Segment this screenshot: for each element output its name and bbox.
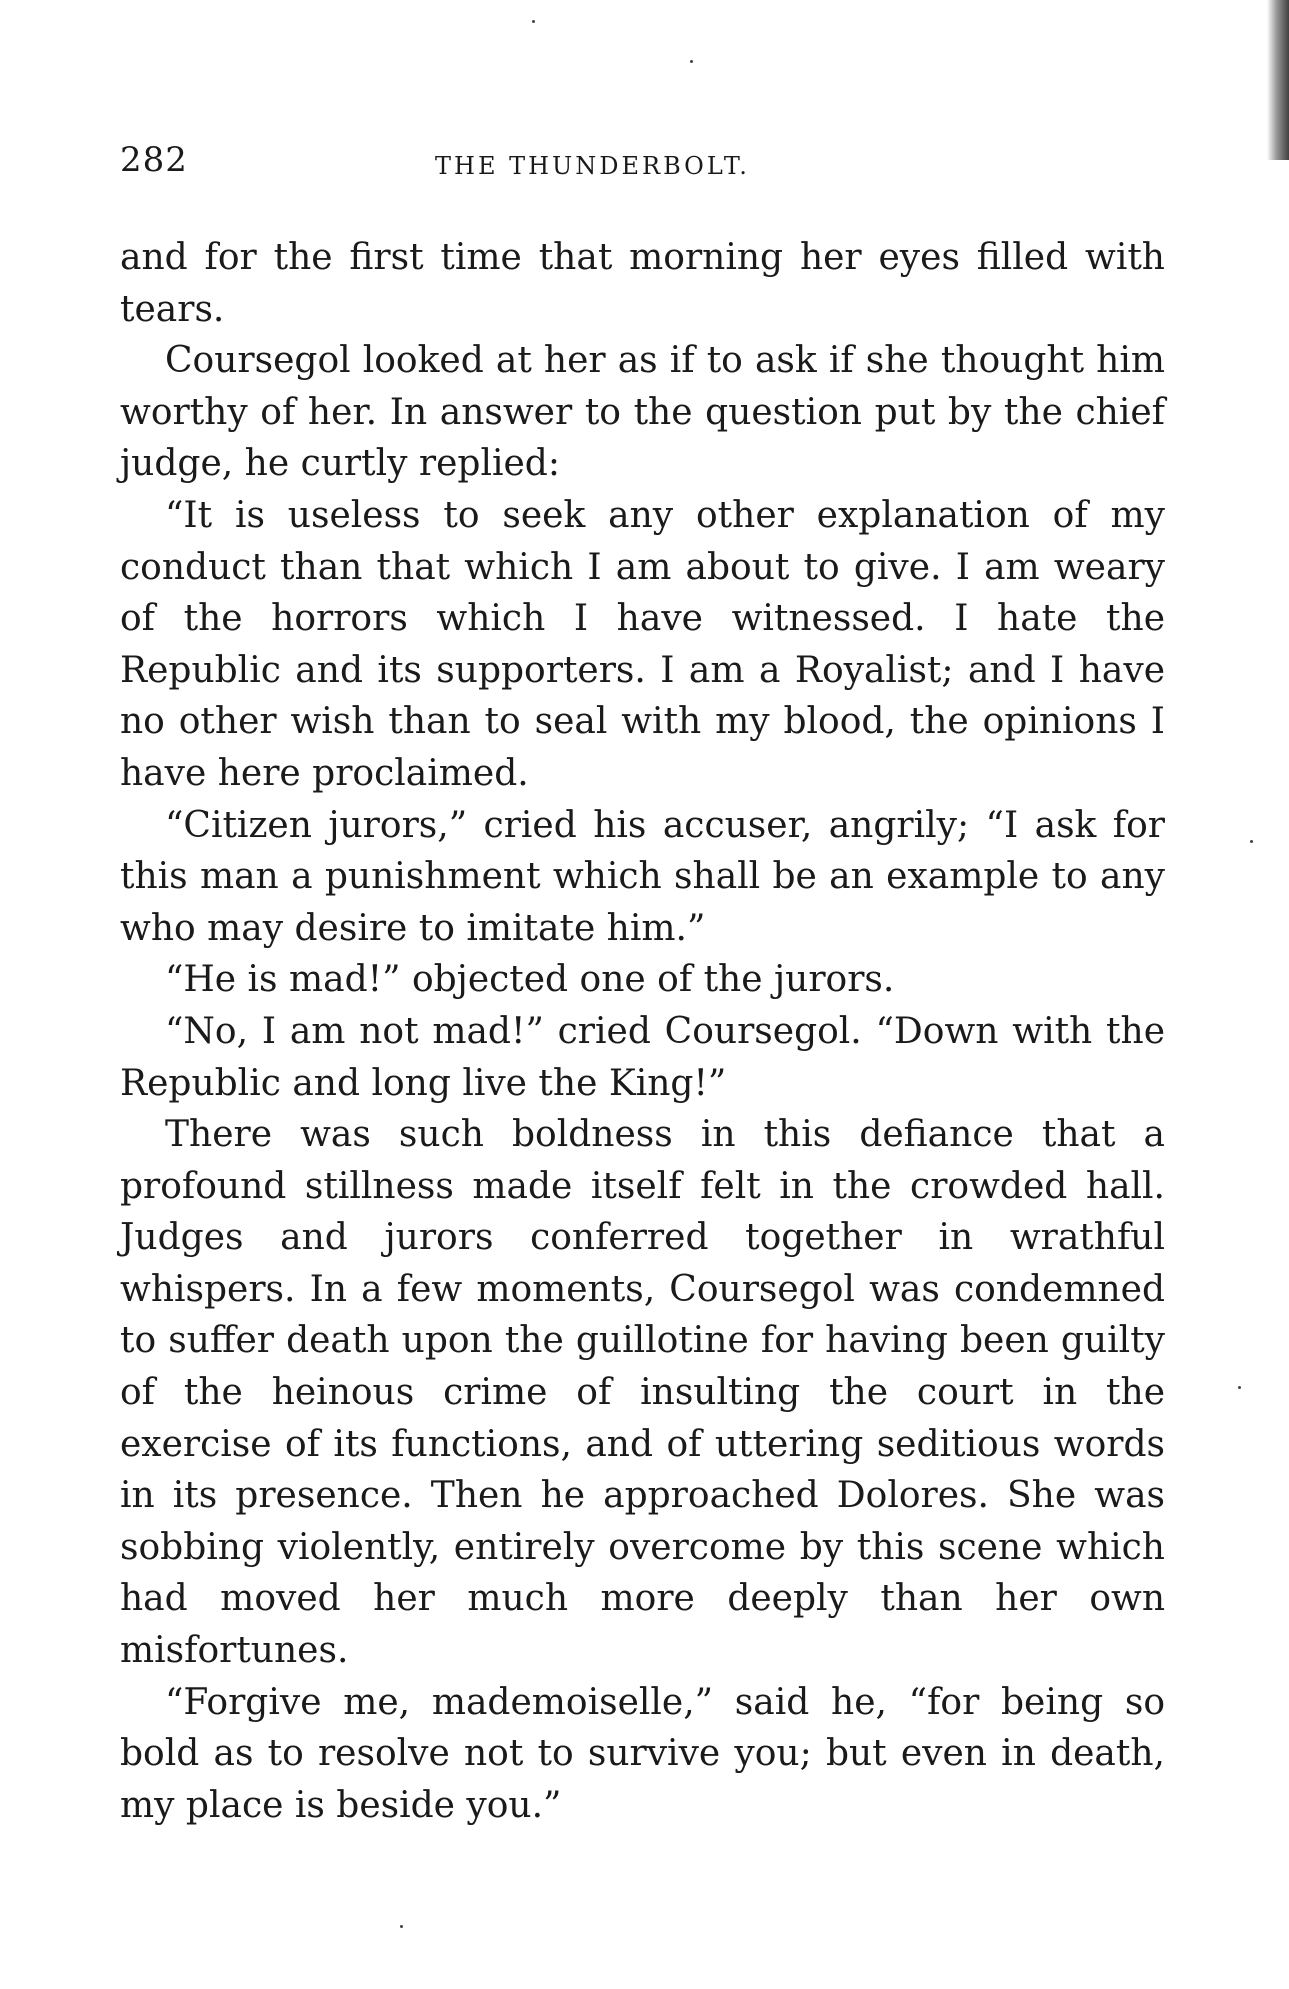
ink-speck [400, 1925, 403, 1928]
running-head [120, 140, 1160, 200]
paragraph: “It is useless to seek any other explanation of my conduct than that which I am about to give. I am weary of the horrors which I have witnessed. I hate the Republic and its supporters. I am a Royalist; and I have no other wish than to seal with my blood, the opinions I have here proclaimed. [120, 494, 1165, 794]
ink-speck [690, 60, 693, 63]
ink-speck [1250, 840, 1253, 843]
page-edge-binding [1267, 0, 1289, 160]
ink-speck [532, 20, 535, 23]
paragraph: “Citizen jurors,” cried his accuser, angrily; “I ask for this man a punishment which shall be an example to any who may desire to imitate him.” [120, 804, 1165, 949]
page-number: 282 [120, 140, 188, 180]
paragraph: “No, I am not mad!” cried Coursegol. “Down with the Republic and long live the King!” [120, 1010, 1165, 1104]
body-text [120, 232, 1165, 1831]
paragraph: “He is mad!” objected one of the jurors. [165, 959, 895, 1001]
paragraph: “Forgive me, mademoiselle,” said he, “for being so bold as to resolve not to survive you; but even in death, my place is beside you.” [120, 1681, 1165, 1826]
ink-speck [1238, 1386, 1241, 1389]
paragraph: Coursegol looked at her as if to ask if she thought him worthy of her. In answer to the question put by the chief judge, he curtly replied: [120, 340, 1165, 485]
paragraph: and for the first time that morning her eyes filled with tears. [120, 237, 1165, 330]
running-title: THE THUNDERBOLT. [435, 152, 750, 180]
paragraph: There was such boldness in this defiance that a profound stillness made itself felt in the crowded hall. Judges and jurors conferred together in wrathful whispers. In a few moments, Coursegol was condemned to suffer death upon the guillotine for having been guilty of the heinous crime of insulting the court in the exercise of its functions, and of uttering seditious words in its presence. Then he approached Dolores. She was sobbing violently, entirely overcome by this scene which had moved her much more deeply than her own misfortunes. [120, 1114, 1165, 1672]
